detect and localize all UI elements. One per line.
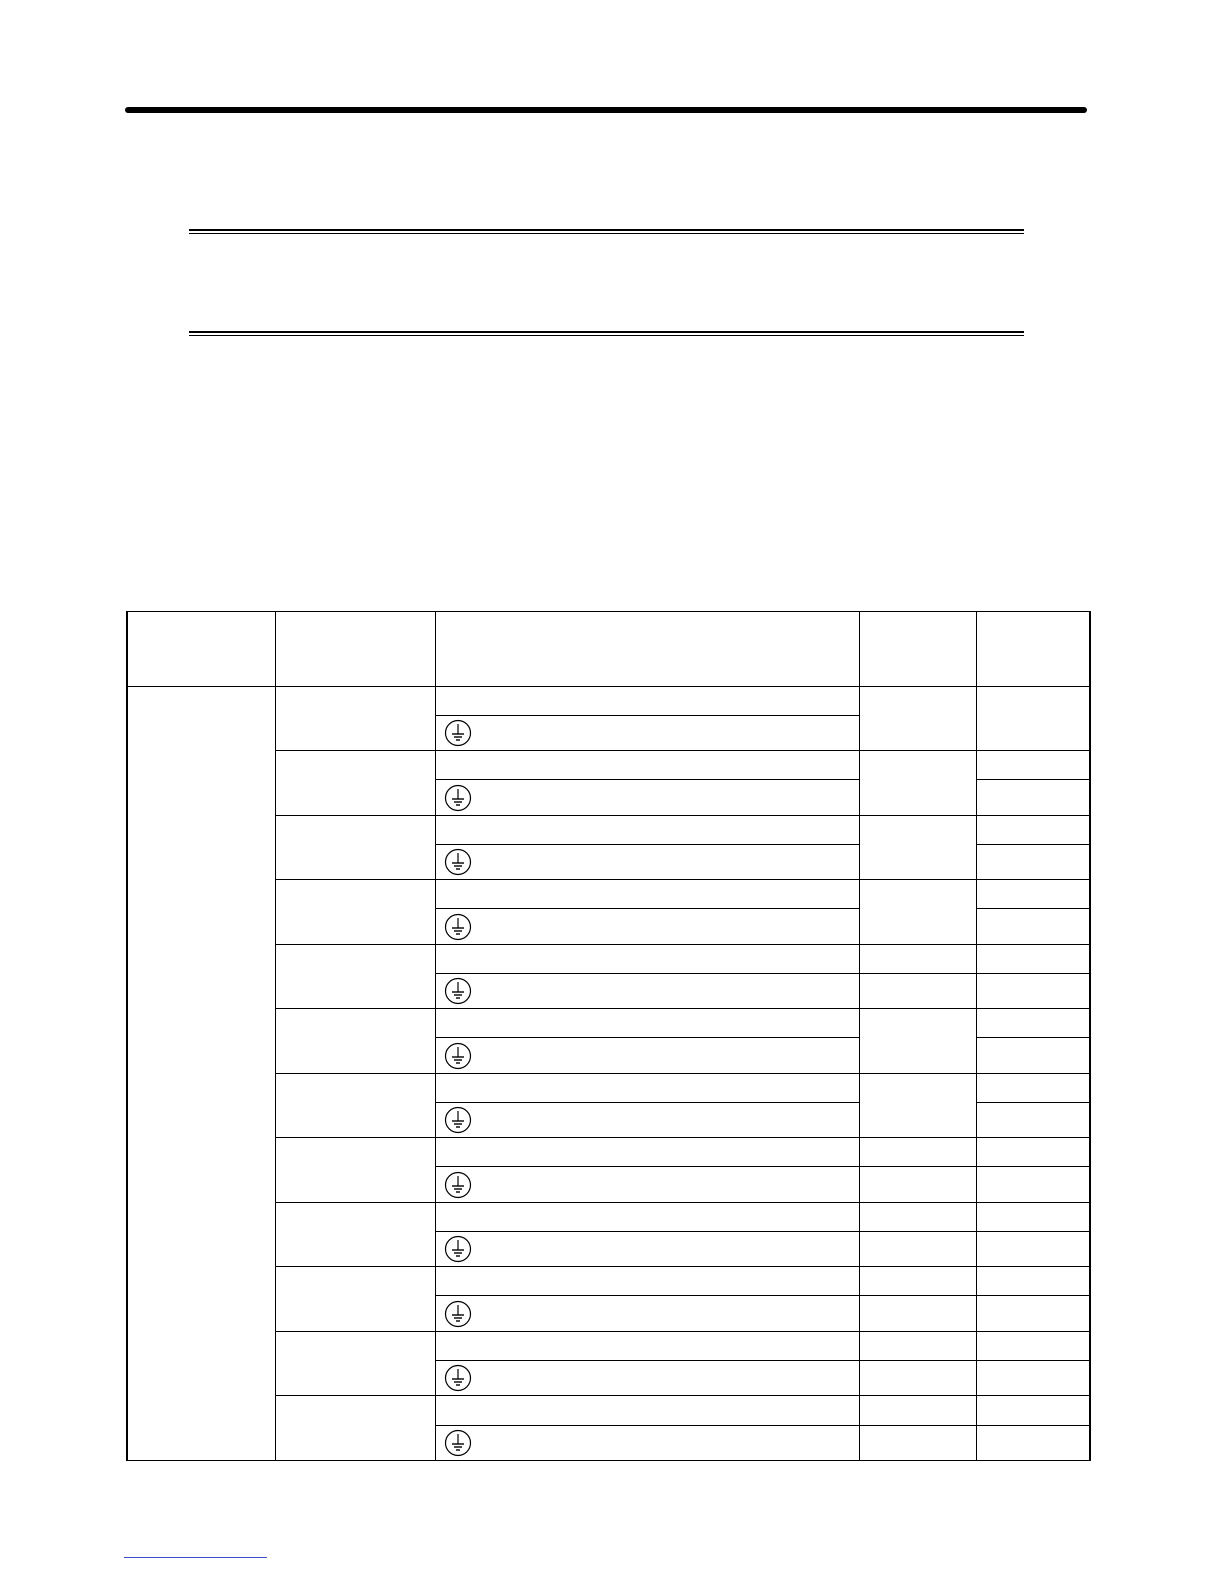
value-cell [859,1202,976,1231]
wire-cell [435,944,859,973]
ground-icon [444,784,472,812]
ground-icon [444,1364,472,1392]
value-cell [976,1296,1090,1331]
ground-cell [435,780,859,815]
footer-link-underline[interactable] [124,1557,267,1558]
value-cell [859,686,976,751]
value-cell [976,686,1090,751]
ground-cell [435,1102,859,1137]
value-cell [976,1425,1090,1460]
specification-table [126,611,1091,1461]
value-cell [976,780,1090,815]
ground-icon [444,1429,472,1457]
terminal-cell [275,751,435,816]
wire-cell [435,815,859,844]
ground-cell [435,1296,859,1331]
ground-icon [444,1106,472,1134]
wire-cell [435,1331,859,1360]
value-cell [859,815,976,880]
ground-cell [435,1231,859,1266]
wire-cell [435,880,859,909]
ground-icon [444,977,472,1005]
ground-icon [444,719,472,747]
value-cell [859,1231,976,1266]
ground-cell [435,909,859,944]
terminal-cell [275,944,435,1009]
value-cell [859,751,976,816]
terminal-cell [275,1009,435,1074]
wire-cell [435,751,859,780]
header-cell-2 [275,612,435,687]
value-cell [976,944,1090,973]
page-top-rule [125,107,1087,113]
value-cell [976,751,1090,780]
value-cell [859,1167,976,1202]
terminal-cell [275,1396,435,1461]
wire-cell [435,686,859,715]
wire-cell [435,1267,859,1296]
value-cell [976,880,1090,909]
section-rule-upper [189,229,1024,234]
table-header-row [127,612,1090,687]
value-cell [859,1331,976,1360]
wire-cell [435,1396,859,1425]
terminal-cell [275,1073,435,1138]
value-cell [859,944,976,973]
ground-icon [444,848,472,876]
value-cell [976,1167,1090,1202]
value-cell [976,1361,1090,1396]
value-cell [976,1102,1090,1137]
ground-cell [435,1167,859,1202]
ground-cell [435,973,859,1008]
wire-cell [435,1009,859,1038]
terminal-cell [275,686,435,751]
ground-icon [444,1300,472,1328]
value-cell [859,973,976,1008]
value-cell [859,1296,976,1331]
value-cell [859,1425,976,1460]
value-cell [859,1009,976,1074]
terminal-cell [275,1138,435,1203]
terminal-cell [275,1331,435,1396]
ground-cell [435,1361,859,1396]
value-cell [859,1396,976,1425]
header-cell-5 [976,612,1090,687]
wire-cell [435,1202,859,1231]
header-cell-1 [127,612,275,687]
value-cell [976,1331,1090,1360]
value-cell [976,1038,1090,1073]
terminal-cell [275,880,435,945]
wire-cell [435,1138,859,1167]
value-cell [976,973,1090,1008]
ground-icon [444,1235,472,1263]
ground-icon [444,913,472,941]
terminal-cell [275,1202,435,1267]
value-cell [976,1396,1090,1425]
value-cell [976,1267,1090,1296]
terminal-cell [275,1267,435,1332]
value-cell [976,1202,1090,1231]
ground-cell [435,844,859,879]
value-cell [859,1138,976,1167]
value-cell [859,880,976,945]
category-cell [127,686,275,1460]
value-cell [859,1073,976,1138]
value-cell [976,1138,1090,1167]
header-cell-3 [435,612,859,687]
ground-icon [444,1042,472,1070]
value-cell [976,815,1090,844]
value-cell [976,1231,1090,1266]
section-rule-lower [189,331,1024,336]
wire-cell [435,1073,859,1102]
ground-cell [435,715,859,750]
value-cell [976,1073,1090,1102]
ground-icon [444,1171,472,1199]
ground-cell [435,1425,859,1460]
value-cell [976,1009,1090,1038]
terminal-cell [275,815,435,880]
table-row [127,686,1090,715]
value-cell [976,909,1090,944]
ground-cell [435,1038,859,1073]
value-cell [859,1267,976,1296]
header-cell-4 [859,612,976,687]
value-cell [976,844,1090,879]
value-cell [859,1361,976,1396]
